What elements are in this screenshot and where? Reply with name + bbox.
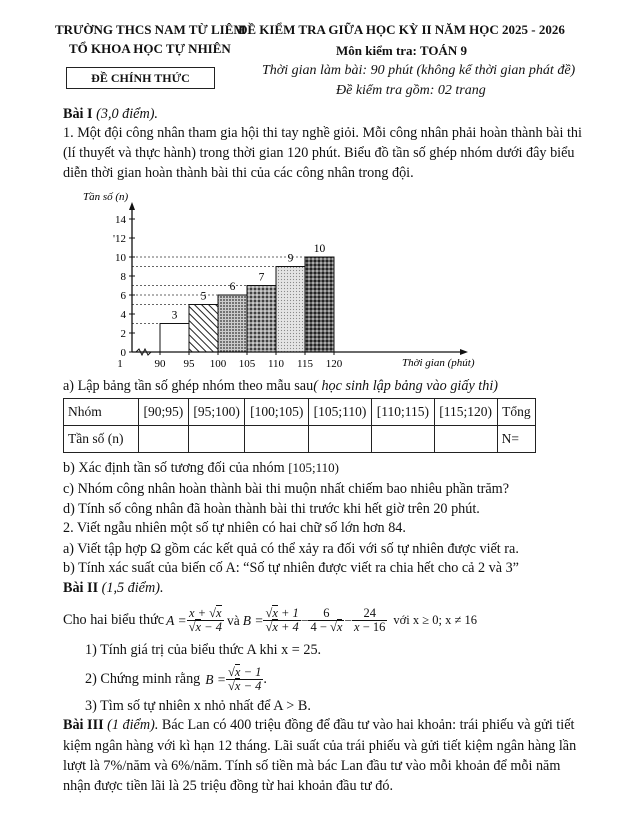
bai2-heading xyxy=(63,579,164,598)
and-word: và xyxy=(226,612,240,628)
table-header-cell: [100;105) xyxy=(245,399,309,426)
bar-value-label: 9 xyxy=(287,252,294,265)
expr-a: A = xyxy=(166,612,187,628)
question-2a: a) Viết tập hợp Ω gồm các kết quả có thể xảy ra đối với số tự nhiên được viết ra. xyxy=(63,541,519,557)
fraction-proof: $\frac{√x - 1}{√x - 4}$ xyxy=(228,664,262,693)
subject: Môn kiểm tra: TOÁN 9 xyxy=(336,43,467,58)
x-tick-label: 115 xyxy=(296,358,314,370)
y-tick-label: 0 xyxy=(120,347,126,359)
page-count: Đề kiểm tra gồm: 02 trang xyxy=(336,83,486,98)
bai2-score: (1,5 điểm). xyxy=(101,580,164,596)
y-tick-label: 2 xyxy=(120,328,126,340)
x-axis-arrow xyxy=(460,349,468,355)
minus-sign: − xyxy=(300,612,309,628)
fraction-b2: $\frac{6}{4 - √x}$ xyxy=(310,605,343,634)
empty-cell xyxy=(188,426,245,453)
expr-b-proof: B = xyxy=(205,671,227,687)
y-axis-label: Tần số (n) xyxy=(83,191,129,203)
table-header-cell: [95;100) xyxy=(188,399,245,426)
fraction-b3: $\frac{24}{x - 16}$ xyxy=(354,605,386,634)
histogram-bar xyxy=(160,324,189,353)
y-tick-label: 8 xyxy=(120,271,126,283)
x-tick-label: 120 xyxy=(325,358,343,370)
table-header-cell: [110;115) xyxy=(372,399,435,426)
fraction-a: $\frac{x + √x}{√x - 4}$ xyxy=(188,605,222,634)
bai3-line1: Bác Lan có 400 triệu đồng để đầu tư vào hai khoản: trái phiếu và gửi tiết xyxy=(161,717,575,733)
table-header-cell: [105;110) xyxy=(309,399,372,426)
empty-cell xyxy=(139,426,189,453)
bai1-score: (3,0 điểm). xyxy=(96,106,158,122)
y-tick-label: 4 xyxy=(120,309,126,321)
bai2-intro: Cho hai biểu thức xyxy=(63,611,165,628)
empty-cell xyxy=(434,426,497,453)
frequency-histogram xyxy=(70,188,510,378)
bai3-line4: nhận được tiền lãi là 25 triệu đồng từ hai khoản đầu tư đó. xyxy=(63,778,394,794)
x-tick-label: 105 xyxy=(238,358,256,370)
y-axis-arrow xyxy=(129,202,135,210)
bar-value-label: 7 xyxy=(258,271,265,284)
bai2-intro-line xyxy=(63,600,477,640)
time-limit: Thời gian làm bài: 90 phút (không kể thời gian phát đề) xyxy=(262,63,576,78)
question-2b: b) Tính xác suất của biến cố A: “Số tự nhiên được viết ra chia hết cho cả 2 và 3” xyxy=(63,560,519,576)
question-1a-text: a) Lập bảng tần số ghép nhóm theo mẫu sau xyxy=(63,378,314,394)
bai3-line3: lượt là 7%/năm và 6%/năm. Tính số tiền mà bác Lan đầu tư vào mỗi khoản để mỗi năm xyxy=(63,758,561,774)
period: . xyxy=(263,670,267,687)
y-tick-label: 6 xyxy=(120,290,126,302)
empty-cell xyxy=(372,426,435,453)
bar-value-label: 6 xyxy=(229,281,236,293)
question-1b-text: b) Xác định tần số tương đối của nhóm xyxy=(63,460,285,476)
q1-line2: (lí thuyết và thực hành) trong thời gian 120 phút. Biểu đồ tần số ghép nhóm dưới đây biểu xyxy=(63,145,575,161)
expr-b: B = xyxy=(242,612,264,628)
question-1a-note: ( học sinh lập bảng vào giấy thi) xyxy=(313,378,498,394)
bai1-title: Bài I xyxy=(63,106,93,122)
x-tick-label: 100 xyxy=(209,358,227,370)
question-1d: d) Tính số công nhân đã hoàn thành bài thi trước khi hết giờ trên 20 phút. xyxy=(63,501,480,517)
total-cell: N= xyxy=(497,426,535,453)
condition: với x ≥ 0; x ≠ 16 xyxy=(393,612,477,627)
row-label: Tần số (n) xyxy=(64,426,139,453)
question-1a xyxy=(63,377,498,396)
bar-value-label: 10 xyxy=(313,243,326,255)
table-header-row xyxy=(64,399,536,426)
x-tick-label: 95 xyxy=(183,358,195,370)
bar-value-label: 5 xyxy=(200,290,207,303)
q1-line3: diễn thời gian hoàn thành bài thi của các công nhân trong đội. xyxy=(63,165,414,181)
fraction-b1: $\frac{√x + 1}{√x + 4}$ xyxy=(265,605,299,634)
question-2: 2. Viết ngẫu nhiên một số tự nhiên có hai chữ số lớn hơn 84. xyxy=(63,520,406,536)
table-header-cell: [115;120) xyxy=(434,399,497,426)
table-header-cell: Tổng xyxy=(497,399,535,426)
table-row xyxy=(64,426,536,453)
bai3-line2: kiệm ngân hàng với kì hạn 12 tháng. Lãi suất của trái phiếu và gửi tiết kiệm ngân hàng lần xyxy=(63,738,577,754)
histogram-bar xyxy=(218,295,247,352)
empty-cell xyxy=(245,426,309,453)
bai1-heading xyxy=(63,105,158,124)
bai3-score: (1 điểm). xyxy=(107,717,159,733)
bar-value-label: 3 xyxy=(171,309,178,322)
official-badge: ĐỀ CHÍNH THỨC xyxy=(66,67,215,89)
question-1b xyxy=(63,458,339,478)
histogram-bar xyxy=(305,257,334,352)
bai2-q2-line xyxy=(85,661,267,697)
minus-sign: − xyxy=(344,612,353,628)
bai2-title: Bài II xyxy=(63,580,99,596)
frequency-table xyxy=(63,398,536,453)
histogram-bar xyxy=(247,286,276,353)
exam-title: ĐỀ KIỂM TRA GIỮA HỌC KỲ II NĂM HỌC 2025 - 2026 xyxy=(238,22,565,37)
x-tick-label: 110 xyxy=(267,358,285,370)
table-header-cell: [90;95) xyxy=(139,399,189,426)
bai2-q3: 3) Tìm số tự nhiên x nhỏ nhất để A > B. xyxy=(85,698,311,714)
x-axis-label: Thời gian (phút) xyxy=(402,357,475,369)
question-1c: c) Nhóm công nhân hoàn thành bài thi muộn nhất chiếm bao nhiêu phần trăm? xyxy=(63,481,509,497)
department-name: TỔ KHOA HỌC TỰ NHIÊN xyxy=(69,41,231,56)
y-tick-label: 10 xyxy=(115,252,126,264)
x-tick-label: 90 xyxy=(154,358,166,370)
bai3-line1-wrap xyxy=(63,716,574,735)
histogram-bar xyxy=(276,267,305,353)
x-tick-label: 1 xyxy=(117,358,123,370)
y-tick-label: 14 xyxy=(115,214,126,226)
bai2-q2: 2) Chứng minh rằng xyxy=(85,670,201,687)
table-header-cell: Nhóm xyxy=(64,399,139,426)
bai2-q1: 1) Tính giá trị của biểu thức A khi x = 25. xyxy=(85,642,322,658)
histogram-bar xyxy=(189,305,218,353)
y-tick-label: '12 xyxy=(113,233,126,245)
q1-line1: 1. Một đội công nhân tham gia hội thi tay nghề giỏi. Mỗi công nhân phải hoàn thành bài thi xyxy=(63,125,582,141)
question-1b-group: [105;110) xyxy=(288,460,340,475)
school-name: TRƯỜNG THCS NAM TỪ LIÊM xyxy=(55,22,246,37)
bai3-title: Bài III xyxy=(63,717,104,733)
empty-cell xyxy=(309,426,372,453)
